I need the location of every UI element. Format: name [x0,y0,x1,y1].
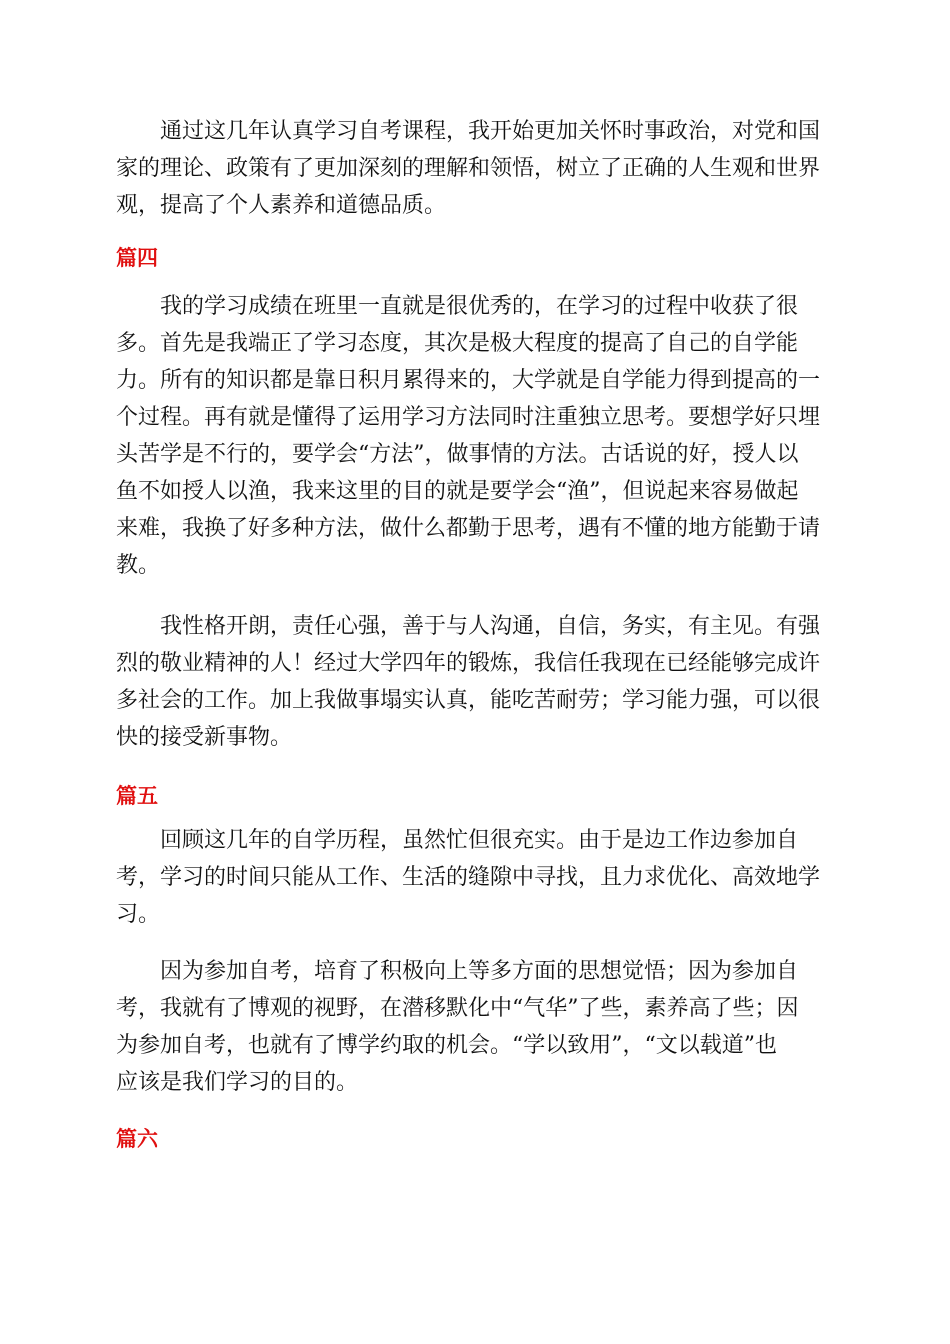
paragraph-line: 观，提高了个人素养和道德品质。 [116,193,447,218]
paragraph-line: 家的理论、政策有了更加深刻的理解和领悟，树立了正确的人生观和世界 [116,156,821,181]
paragraph-line: 回顾这几年的自学历程，虽然忙但很充实。由于是边工作边参加自 [160,828,799,853]
paragraph-line: 因为参加自考，培育了积极向上等多方面的思想觉悟；因为参加自 [160,959,799,984]
paragraph-line: 为参加自考，也就有了博学约取的机会。“学以致用”，“文以载道”也 [116,1033,777,1058]
paragraph-line: 快的接受新事物。 [116,725,293,750]
section-heading: 篇六 [116,1127,158,1151]
paragraph [116,822,834,933]
paragraph [116,953,834,1101]
paragraph-line: 个过程。再有就是懂得了运用学习方法同时注重独立思考。要想学好只埋 [116,405,821,430]
paragraph-line: 通过这几年认真学习自考课程，我开始更加关怀时事政治，对党和国 [160,119,821,144]
paragraph-line: 考，学习的时间只能从工作、生活的缝隙中寻找，且力求优化、高效地学 [116,865,821,890]
paragraph-line: 多。首先是我端正了学习态度，其次是极大程度的提高了自己的自学能 [116,331,799,356]
paragraph-line: 多社会的工作。加上我做事塌实认真，能吃苦耐劳；学习能力强，可以很 [116,688,821,713]
paragraph [116,113,834,224]
paragraph-line: 习。 [116,902,161,927]
paragraph-line: 考，我就有了博观的视野，在潜移默化中“气华”了些，素养高了些；因 [116,996,799,1021]
paragraph-line: 我性格开朗，责任心强，善于与人沟通，自信，务实，有主见。有强 [160,614,821,639]
paragraph [116,288,834,584]
section-heading: 篇四 [116,246,158,270]
paragraph-line: 鱼不如授人以渔，我来这里的目的就是要学会“渔”，但说起来容易做起 [116,479,799,504]
paragraph-line: 力。所有的知识都是靠日积月累得来的，大学就是自学能力得到提高的一 [116,368,821,393]
paragraph-line: 教。 [116,553,161,578]
paragraph-line: 烈的敬业精神的人！经过大学四年的锻炼，我信任我现在已经能够完成许 [116,651,821,676]
paragraph-line: 来难，我换了好多种方法，做什么都勤于思考，遇有不懂的地方能勤于请 [116,516,821,541]
paragraph [116,608,834,756]
paragraph-line: 应该是我们学习的目的。 [116,1070,359,1095]
section-heading: 篇五 [116,784,158,808]
paragraph-line: 我的学习成绩在班里一直就是很优秀的，在学习的过程中收获了很 [160,294,799,319]
paragraph-line: 头苦学是不行的，要学会“方法”，做事情的方法。古话说的好，授人以 [116,442,799,467]
